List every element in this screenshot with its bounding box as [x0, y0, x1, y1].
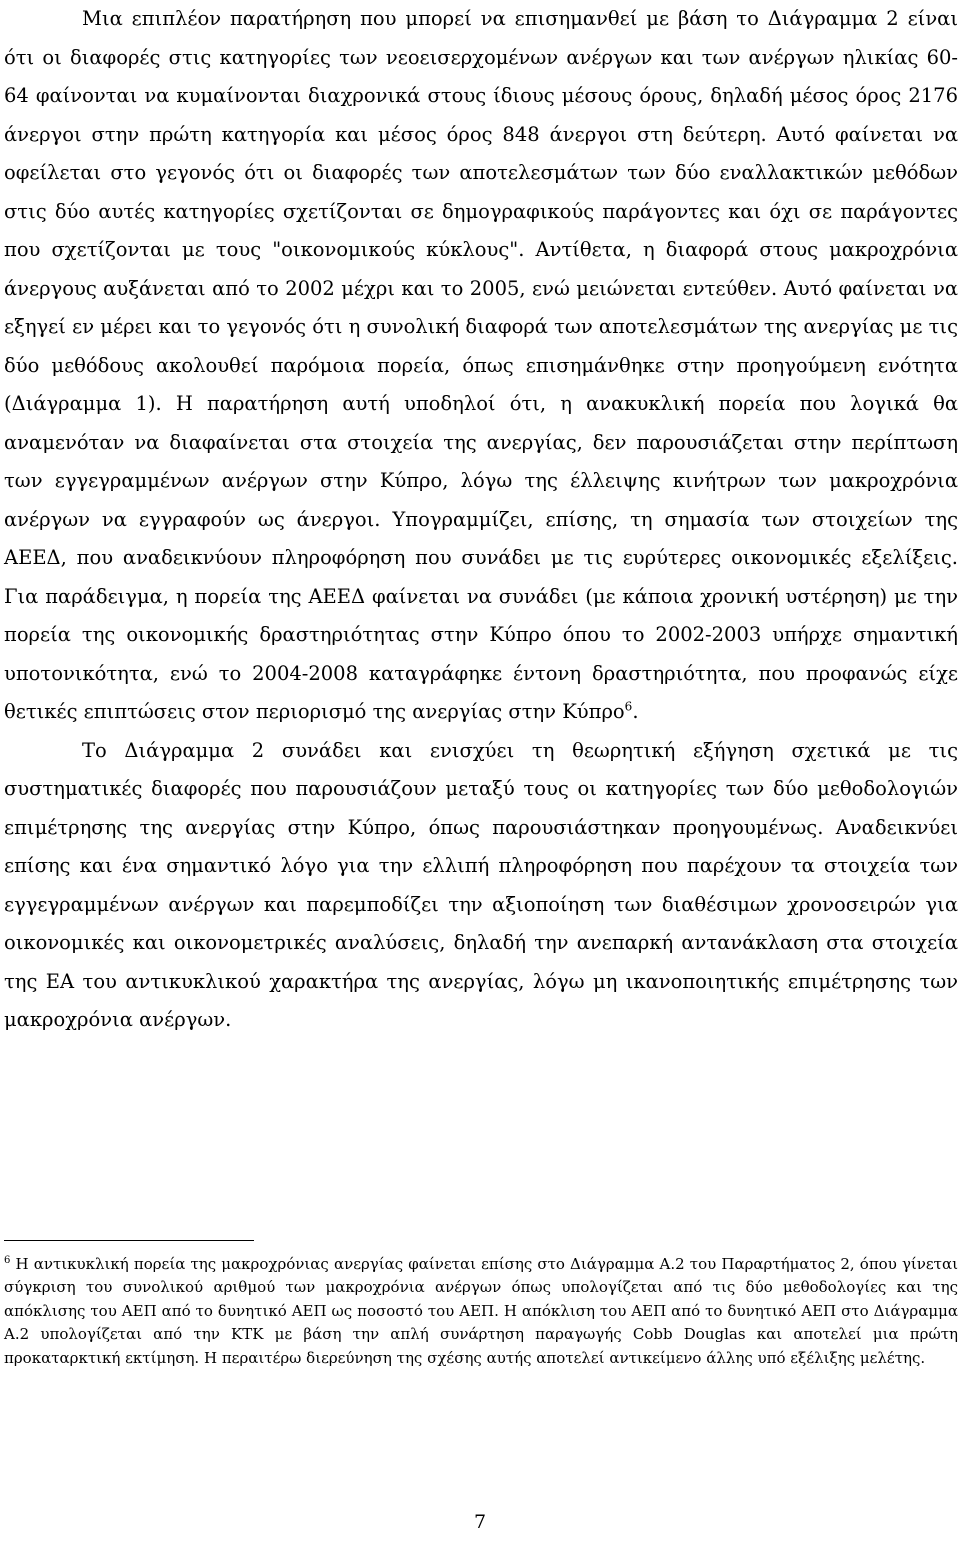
footnote-reference[interactable]: 6 — [624, 699, 633, 714]
paragraph-2: Το Διάγραμμα 2 συνάδει και ενισχύει τη θεωρητική εξήγηση σχετικά με τις συστηματικές διαφορές που παρουσιάζουν μεταξύ τους οι κατηγορίες των δύο μεθοδολογιών επιμέτρησης της ανεργίας στην Κύπρο, όπως παρουσιάστηκαν προηγουμένως. Αναδεικνύει επίσης και ένα σημαντικό λόγο για την ελλιπή πληροφόρηση που παρέχουν τα στοιχεία των εγγεγραμμένων ανέργων και παρεμποδίζει την αξιοποίηση των διαθέσιμων χρονοσειρών για οικονομικές και οικονομετρικές αναλύσεις, δηλαδή την ανεπαρκή αντανάκλαση στα στοιχεία της ΕΑ του αντικυκλικού χαρακτήρα της ανεργίας, λόγω μη ικανοποιητικής επιμέτρησης των μακροχρόνια ανέργων. — [4, 738, 958, 1031]
paragraph-1 — [4, 0, 958, 732]
footnote-separator — [4, 1240, 254, 1241]
footnote-text: Η αντικυκλική πορεία της μακροχρόνιας ανεργίας φαίνεται επίσης στο Διάγραμμα Α.2 του Παραρτήματος 2, όπου γίνεται σύγκριση του συνολικού αριθμού των μακροχρόνια ανέργων όπως υπολογίζεται από τις δύο μεθοδολογίες και της απόκλισης του ΑΕΠ από το δυνητικό ΑΕΠ ως ποσοστό του ΑΕΠ. Η απόκλιση του ΑΕΠ από το δυνητικό ΑΕΠ στο Διάγραμμα Α.2 υπολογίζεται από την ΚΤΚ με βάση την απλή συνάρτηση παραγωγής Cobb Douglas και αποτελεί μια πρώτη προκαταρκτική εκτίμηση. Η περαιτέρω διερεύνηση της σχέσης αυτής αποτελεί αντικείμενο άλλης υπό εξέλιξης μελέτης. — [4, 1255, 958, 1367]
paragraph-1-end: . — [632, 700, 639, 723]
footnote-marker: 6 — [4, 1255, 11, 1266]
page-number: 7 — [473, 1511, 487, 1533]
paragraph-1-text: Μια επιπλέον παρατήρηση που μπορεί να επισημανθεί με βάση το Διάγραμμα 2 είναι ότι οι διαφορές στις κατηγορίες των νεοεισερχομένων ανέργων και των ανέργων ηλικίας 60-64 φαίνονται να κυμαίνονται διαχρονικά στους ίδιους μέσους όρους, δηλαδή μέσος όρος 2176 άνεργοι στην πρώτη κατηγορία και μέσος όρος 848 άνεργοι στη δεύτερη. Αυτό φαίνεται να οφείλεται στο γεγονός ότι οι διαφορές των αποτελεσμάτων των δύο εναλλακτικών μεθόδων στις δύο αυτές κατηγορίες σχετίζονται σε δημογραφικούς παράγοντες και όχι σε παράγοντες που σχετίζονται με τους "οικονομικούς κύκλους". Αντίθετα, η διαφορά στους μακροχρόνια άνεργους αυξάνεται από το 2002 μέχρι και το 2005, ενώ μειώνεται εντεύθεν. Αυτό φαίνεται να εξηγεί εν μέρει και το γεγονός ότι η συνολική διαφορά των αποτελεσμάτων της ανεργίας με τις δύο μεθόδους ακολουθεί παρόμοια πορεία, όπως επισημάνθηκε στην προηγούμενη ενότητα (Διάγραμμα 1). Η παρατήρηση αυτή υποδηλοί ότι, η ανακυκλική πορεία που λογικά θα αναμενόταν να διαφαίνεται στα στοιχεία της ανεργίας, δεν παρουσιάζεται στην περίπτωση των εγγεγραμμένων ανέργων στην Κύπρο, λόγω της έλλειψης κινήτρων των μακροχρόνια ανέργων να εγγραφούν ως άνεργοι. Υπογραμμίζει, επίσης, τη σημασία των στοιχείων της ΑΕΕΔ, που αναδεικνύουν πληροφόρηση που συνάδει με τις ευρύτερες οικονομικές εξελίξεις. Για παράδειγμα, η πορεία της ΑΕΕΔ φαίνεται να συνάδει (με κάποια χρονική υστέρηση) με την πορεία της οικονομικής δραστηριότητας στην Κύπρο όπου το 2002-2003 υπήρχε σημαντική υποτονικότητα, ενώ το 2004-2008 καταγράφηκε έντονη δραστηριότητα, που προφανώς είχε θετικές επιπτώσεις στον περιορισμό της ανεργίας στην Κύπρο — [4, 7, 958, 723]
footnote — [4, 1253, 958, 1370]
